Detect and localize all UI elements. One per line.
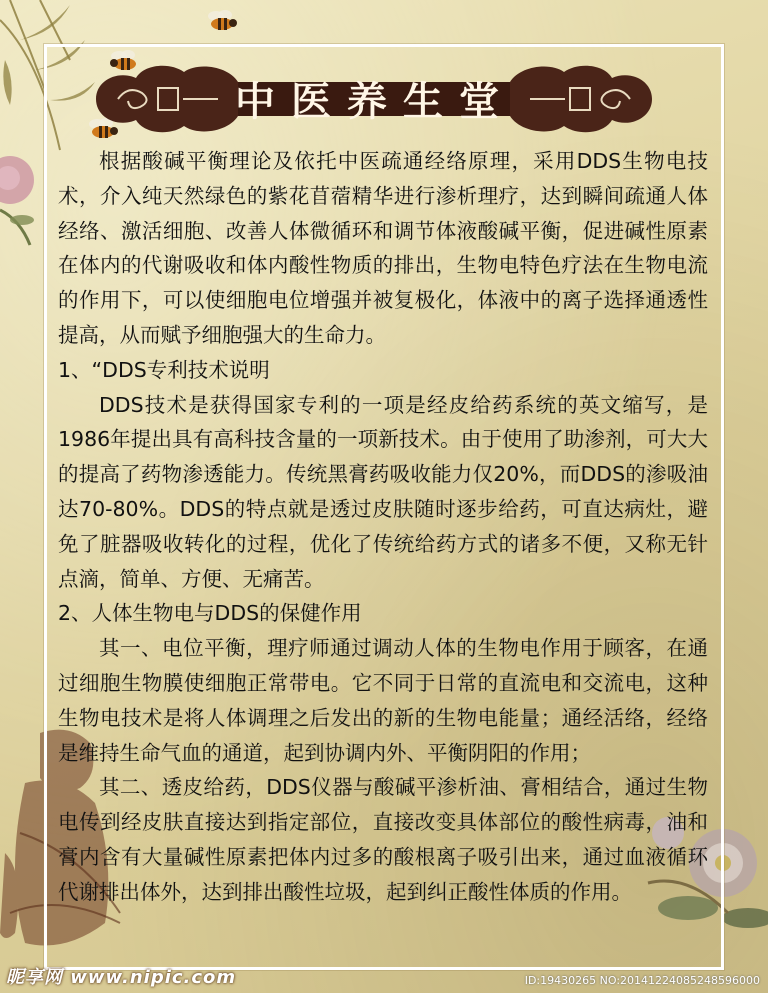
paragraph: 其二、透皮给药，DDS仪器与酸碱平渗析油、膏相结合，通过生物电传到经皮肤直接达到指定部位，直接改变具体部位的酸性病毒，油和膏内含有大量碱性原素把体内过多的酸根离子吸引出来，通过血液循环代谢排出体外，达到排出酸性垃圾，起到纠正酸性体质的作用。 (58, 775, 708, 904)
section-heading: 1、“DDS专利技术说明 (58, 357, 270, 382)
intro-paragraph: 根据酸碱平衡理论及依托中医疏通经络原理，采用DDS生物电技术，介入纯天然绿色的紫花苜蓿精华进行渗析理疗，达到瞬间疏通人体经络、激活细胞、改善人体微循环和调节体液酸碱平衡，促进碱性原素在体内的代谢吸收和体内酸性物质的排出，生物电特色疗法在生物电流的作用下，可以使细胞电位增强并被复极化，体液中的离子选择通透性提高，从而赋予细胞强大的生命力。 (58, 149, 708, 347)
paragraph: DDS技术是获得国家专利的一项是经皮给药系统的英文缩写，是1986年提出具有高科技含量的一项新技术。由于使用了助渗剂，可大大的提高了药物渗透能力。传统黑膏药吸收能力仅20%，而DDS的渗吸油达70-80%。DDS的特点就是透过皮肤随时逐步给药，可直达病灶，避免了脏器吸收转化的过程，优化了传统给药方式的诸多不便，又称无针点滴，简单、方便、无痛苦。 (58, 392, 708, 591)
watermark-logo: 昵享网 www.nipic.com (6, 967, 237, 988)
watermark-id: ID:19430265 NO:20141224085248596000 (524, 974, 760, 987)
peony-decoration (0, 140, 50, 250)
page-title: 中医养生堂 (235, 77, 515, 125)
article-body (58, 144, 708, 910)
bee-icon (205, 8, 239, 34)
section-heading: 2、人体生物电与DDS的保健作用 (58, 601, 362, 626)
paragraph: 其一、电位平衡，理疗师通过调动人体的生物电作用于顾客，在通过细胞生物膜使细胞正常带电。它不同于日常的直流电和交流电，这种生物电技术是将人体调理之后发出的新的生物电能量；通经活络，经络是维持生命气血的通道，起到协调内外、平衡阴阳的作用； (58, 636, 708, 765)
